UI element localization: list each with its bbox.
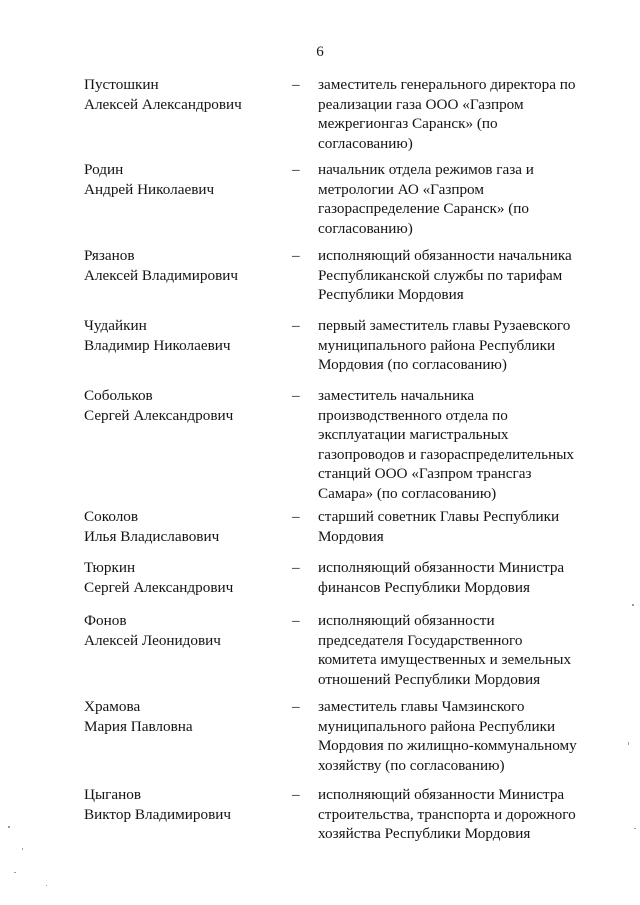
member-given-names: Сергей Александрович [84,578,234,596]
scan-speck [628,742,629,745]
member-position [318,558,586,597]
position-line: согласованию) [318,219,413,237]
position-line: отношений Республики Мордовия [318,670,541,688]
member-name [84,697,284,736]
scan-speck [632,604,634,606]
member-surname: Родин [84,161,124,178]
member-given-names: Андрей Николаевич [84,180,215,198]
position-line: согласованию) [318,134,413,152]
position-line: Самара» (по согласованию) [318,484,497,502]
separator-dash: – [292,612,300,629]
position-line: заместитель генерального директора по [318,76,576,93]
member-surname: Пустошкин [84,76,159,93]
position-line: реализации газа ООО «Газпром [318,95,524,113]
separator-dash: – [292,559,300,576]
member-given-names: Алексей Леонидович [84,631,221,649]
member-position [318,785,586,844]
position-line: производственного отдела по [318,406,508,424]
position-line: заместитель главы Чамзинского [318,698,525,715]
member-surname: Фонов [84,612,127,629]
position-line: хозяйства Республики Мордовия [318,825,531,842]
position-line: финансов Республики Мордовия [318,578,530,596]
member-surname: Тюркин [84,559,136,576]
position-line: председателя Государственного [318,631,523,649]
member-given-names: Виктор Владимирович [84,805,232,823]
position-line: исполняющий обязанности начальника [318,247,572,264]
member-name [84,611,284,650]
member-name [84,246,284,285]
member-name [84,75,284,114]
position-line: исполняющий обязанности Министра [318,786,565,803]
position-line: метрологии АО «Газпром [318,180,484,198]
scan-speck [14,872,16,873]
page-number: 6 [316,44,324,60]
member-given-names: Алексей Владимирович [84,266,239,284]
member-surname: Цыганов [84,786,142,803]
scan-speck [22,848,23,850]
member-position [318,75,586,153]
position-line: первый заместитель главы Рузаевского [318,317,571,334]
scan-speck [46,885,47,886]
position-line: хозяйству (по согласованию) [318,756,505,774]
separator-dash: – [292,786,300,803]
scan-speck [634,828,636,829]
separator-dash: – [292,317,300,334]
position-line: исполняющий обязанности [318,612,495,629]
member-name [84,316,284,355]
position-line: эксплуатации магистральных [318,426,509,443]
scan-speck [8,826,10,828]
position-line: старший советник Главы Республики [318,508,560,525]
member-given-names: Мария Павловна [84,717,193,735]
separator-dash: – [292,161,300,178]
member-surname: Собольков [84,387,153,404]
member-position [318,611,586,689]
position-line: заместитель начальника [318,387,475,404]
position-line: муниципального района Республики [318,717,556,735]
position-line: газораспределение Саранск» (по [318,200,530,217]
member-position [318,316,586,375]
member-name [84,558,284,597]
position-line: комитета имущественных и земельных [318,651,572,668]
member-given-names: Илья Владиславович [84,527,220,545]
member-given-names: Алексей Александрович [84,95,242,113]
member-name [84,507,284,546]
member-name [84,785,284,824]
separator-dash: – [292,508,300,525]
position-line: Мордовия [318,527,384,545]
member-name [84,160,284,199]
member-name [84,386,284,425]
member-surname: Чудайкин [84,317,147,334]
position-line: исполняющий обязанности Министра [318,559,565,576]
member-position [318,386,586,503]
position-line: Мордовия по жилищно-коммунальному [318,737,577,754]
position-line: Республиканской службы по тарифам [318,266,563,284]
member-surname: Рязанов [84,247,135,264]
member-position [318,507,586,546]
position-line: муниципального района Республики [318,336,556,354]
position-line: строительства, транспорта и дорожного [318,805,576,823]
member-given-names: Владимир Николаевич [84,336,231,354]
member-position [318,160,586,238]
separator-dash: – [292,76,300,93]
member-position [318,697,586,775]
position-line: начальник отдела режимов газа и [318,161,534,178]
position-line: межрегионгаз Саранск» (по [318,115,498,132]
position-line: Мордовия (по согласованию) [318,356,507,373]
position-line: Республики Мордовия [318,286,464,303]
member-surname: Храмова [84,698,141,715]
position-line: станций ООО «Газпром трансгаз [318,465,532,482]
member-surname: Соколов [84,508,139,525]
position-line: газопроводов и газораспределительных [318,445,575,463]
separator-dash: – [292,247,300,264]
member-position [318,246,586,305]
separator-dash: – [292,387,300,404]
member-given-names: Сергей Александрович [84,406,234,424]
separator-dash: – [292,698,300,715]
